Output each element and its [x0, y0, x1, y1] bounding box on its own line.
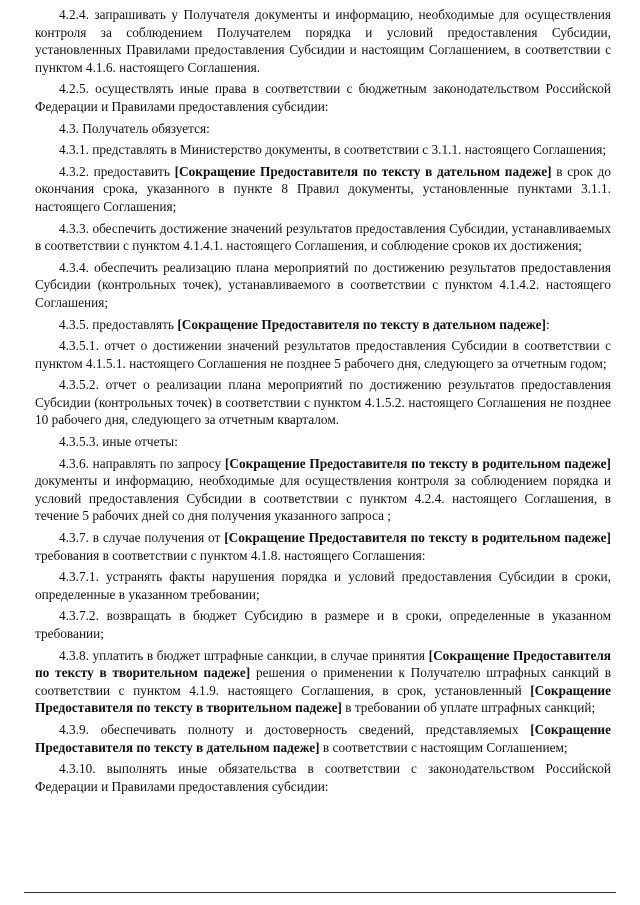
paragraph-4-3-8	[35, 647, 611, 717]
paragraph-text: 4.2.4. запрашивать у Получателя документы и информацию, необходимые для осуществления контроля за соблюдением Получателем порядка и условий предоставления Субсидии, установленных Правилами предоставления Субсидии и настоящим Соглашением, в соответствии с пунктом 4.1.6. настоящего Соглашения.	[35, 7, 611, 75]
paragraph-text: документы и информацию, необходимые для осуществления контроля за соблюдением порядка и условий предоставления Субсидии в соответствии с пунктом 4.2.4. настоящего Соглашения, в течение 5 рабочих дней со дня получения указанного запроса ;	[35, 473, 611, 524]
paragraph-text: :	[545, 316, 550, 332]
placeholder-text: [Сокращение Предоставителя по тексту в дательном падеже]	[35, 721, 611, 755]
paragraph-4-3-9	[35, 721, 611, 756]
paragraph-text: в требовании об уплате штрафных санкций;	[341, 700, 596, 716]
paragraph-text: 4.3.1. представлять в Министерство документы, в соответствии с 3.1.1. настоящего Соглашения;	[59, 142, 607, 158]
paragraph-text: решения о применении к Получателю штрафных санкций в соответствии с пунктом 4.1.9. настоящего Соглашения, в срок, установленный	[35, 665, 612, 698]
paragraph-text: 4.3.6. направлять по запросу	[59, 455, 225, 471]
paragraph-4-3-7	[35, 529, 611, 564]
paragraph-4-3	[35, 120, 611, 138]
paragraph-text: 4.2.5. осуществлять иные права в соответствии с бюджетным законодательством Российской Федерации и Правилами предоставления субсидии:	[35, 81, 611, 114]
paragraph-text: 4.3.7.1. устранять факты нарушения порядка и условий предоставления Субсидии в сроки, определенные в указанном требовании;	[35, 569, 611, 602]
paragraph-text: 4.3.9. обеспечивать полноту и достоверность сведений, представляемых	[59, 721, 531, 737]
paragraph-4-3-5-1	[35, 337, 611, 372]
paragraph-4-3-1	[35, 141, 611, 159]
paragraph-text: 4.3.10. выполнять иные обязательства в соответствии с законодательством Российской Федерации и Правилами предоставления субсидии:	[35, 761, 611, 794]
paragraph-text: 4.3.8. уплатить в бюджет штрафные санкции, в случае принятия	[59, 647, 429, 663]
paragraph-text: 4.3.4. обеспечить реализацию плана мероприятий по достижению результатов предоставления Субсидии (контрольных точек), устанавливаемого в соответствии с пунктом 4.1.4.2. настоящего Соглашения;	[35, 259, 611, 310]
paragraph-text: 4.3.5.2. отчет о реализации плана мероприятий по достижению результатов предоставления Субсидии (контрольных точек) в соответствии с пунктом 4.1.5.2. настоящего Соглашения не позднее 10 рабочего дня, следующего за отчетным кварталом.	[35, 377, 611, 428]
placeholder-text: [Сокращение Предоставителя по тексту в дательном падеже]	[177, 316, 546, 332]
paragraph-4-3-5-2	[35, 376, 611, 429]
paragraph-text: требования в соответствии с пунктом 4.1.8. настоящего Соглашения:	[35, 547, 426, 563]
paragraph-4-3-7-2	[35, 607, 611, 642]
document-body	[35, 6, 611, 795]
paragraph-4-3-5-3	[35, 433, 611, 451]
paragraph-text: 4.3.5.3. иные отчеты:	[59, 434, 178, 450]
paragraph-text: в срок до окончания срока, указанного в пункте 8 Правил документы, установленные пунктами 3.1.1. настоящего Соглашения;	[35, 163, 611, 214]
paragraph-text: 4.3.7.2. возвращать в бюджет Субсидию в размере и в сроки, определенные в указанном требовании;	[35, 608, 611, 641]
paragraph-text: в соответствии с настоящим Соглашением;	[319, 739, 568, 755]
placeholder-text: [Сокращение Предоставителя по тексту в творительном падеже]	[35, 682, 611, 716]
paragraph-text: 4.3.5. предоставлять	[59, 316, 178, 332]
paragraph-text: 4.3.2. предоставить	[59, 163, 175, 179]
paragraph-4-2-5	[35, 80, 611, 115]
placeholder-text: [Сокращение Предоставителя по тексту в творительном падеже]	[35, 647, 612, 681]
paragraph-4-3-5	[35, 316, 611, 334]
page-bottom-rule	[24, 892, 616, 893]
paragraph-4-3-2	[35, 163, 611, 216]
placeholder-text: [Сокращение Предоставителя по тексту в родительном падеже]	[224, 530, 611, 546]
paragraph-4-3-10	[35, 760, 611, 795]
paragraph-4-3-3	[35, 220, 611, 255]
paragraph-4-3-7-1	[35, 568, 611, 603]
paragraph-text: 4.3.5.1. отчет о достижении значений результатов предоставления Субсидии в соответствии с пунктом 4.1.5.1. настоящего Соглашения не позднее 5 рабочего дня, следующего за отчетным годом;	[35, 338, 611, 371]
placeholder-text: [Сокращение Предоставителя по тексту в дательном падеже]	[174, 163, 552, 179]
paragraph-4-2-4	[35, 6, 611, 76]
document-page	[35, 6, 611, 799]
paragraph-text: 4.3. Получатель обязуется:	[59, 120, 210, 136]
paragraph-4-3-4	[35, 259, 611, 312]
paragraph-4-3-6	[35, 455, 611, 525]
paragraph-text: 4.3.3. обеспечить достижение значений результатов предоставления Субсидии, устанавливаемых в соответствии с пунктом 4.1.4.1. настоящего Соглашения, и соблюдение сроков их достижения;	[35, 220, 611, 254]
paragraph-text: 4.3.7. в случае получения от	[59, 530, 225, 546]
placeholder-text: [Сокращение Предоставителя по тексту в родительном падеже]	[224, 455, 611, 471]
